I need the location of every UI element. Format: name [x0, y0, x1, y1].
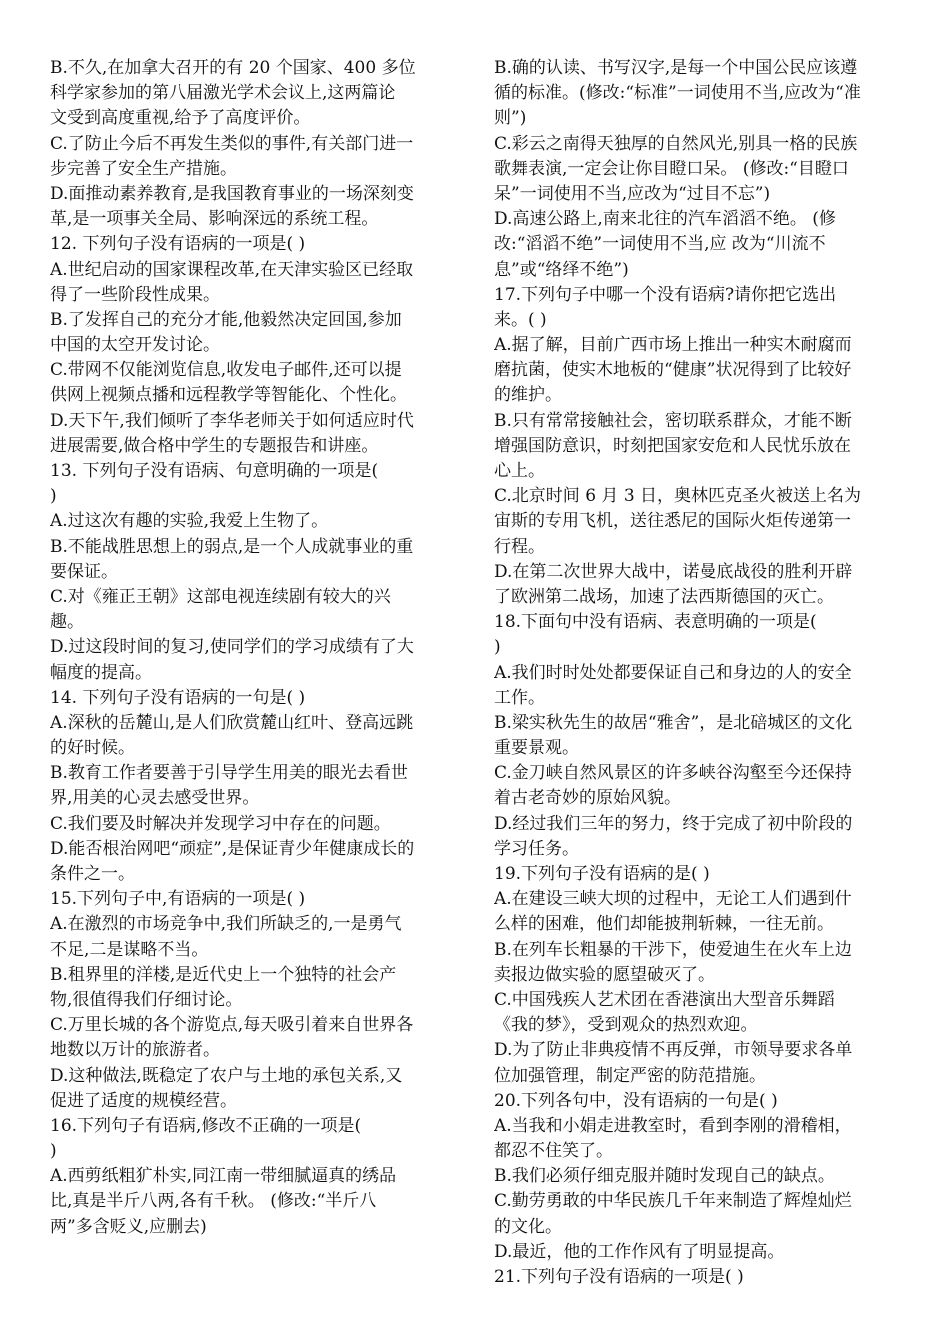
text-line: C.勤劳勇敢的中华民族几千年来制造了辉煌灿烂 [494, 1191, 852, 1212]
text-line: D.能否根治网吧“顽症”,是保证青少年健康成长的 [50, 838, 415, 859]
text-line: 的维护。 [494, 385, 562, 406]
text-line: ) [50, 1141, 57, 1162]
text-line: A.据了解，目前广西市场上推出一种实木耐腐而 [494, 335, 852, 356]
text-line: 物,很值得我们仔细讨论。 [50, 989, 243, 1010]
text-line: 心上。 [494, 461, 545, 481]
text-line: 么样的困难，他们却能披荆斩棘，一往无前。 [494, 914, 834, 935]
text-line: 供网上视频点播和远程教学等智能化、个性化。 [50, 385, 407, 406]
text-line: 增强国防意识，时刻把国家安危和人民忧乐放在 [494, 435, 851, 456]
text-line: 趣。 [50, 612, 84, 633]
text-line: C.我们要及时解决并发现学习中存在的问题。 [50, 813, 391, 834]
text-line: 进展需要,做合格中学生的专题报告和讲座。 [50, 435, 379, 456]
text-line: 歌舞表演,一定会让你目瞪口呆。 (修改:“目瞪口 [494, 158, 849, 179]
text-line: ) [50, 486, 57, 507]
text-line: C.金刀峡自然风景区的许多峡谷沟壑至今还保持 [494, 763, 852, 784]
text-line: 条件之一。 [50, 864, 135, 884]
text-line: B.租界里的洋楼,是近代史上一个独特的社会产 [50, 964, 397, 985]
text-line: 促进了适度的规模经营。 [50, 1090, 237, 1111]
text-line: 改:“滔滔不绝”一词使用不当,应 改为“川流不 [494, 234, 826, 255]
text-line: C.对《雍正王朝》这部电视连续剧有较大的兴 [50, 586, 391, 607]
text-line: C.了防止今后不再发生类似的事件,有关部门进一 [50, 133, 414, 154]
text-line: D.高速公路上,南来北往的汽车滔滔不绝。 (修 [494, 209, 836, 230]
text-line: C.中国残疾人艺术团在香港演出大型音乐舞蹈 [494, 989, 835, 1010]
text-line: D.为了防止非典疫情不再反弹，市领导要求各单 [494, 1040, 853, 1061]
text-line: 15.下列句子中,有语病的一项是( ) [50, 889, 306, 910]
text-line: 13. 下列句子没有语病、句意明确的一项是( [50, 461, 379, 481]
text-line: D.面推动素养教育,是我国教育事业的一场深刻变 [50, 183, 414, 204]
text-line: 14. 下列句子没有语病的一句是( ) [50, 687, 306, 708]
text-line: C.带网不仅能浏览信息,收发电子邮件,还可以提 [50, 360, 402, 381]
text-line: B.教育工作者要善于引导学生用美的眼光去看世 [50, 763, 408, 784]
text-line: 步完善了安全生产措施。 [50, 158, 237, 179]
text-line: A.世纪启动的国家课程改革,在天津实验区已经取 [50, 259, 414, 280]
text-line: B.只有常常接触社会，密切联系群众，才能不断 [494, 410, 852, 431]
text-line: 呆”一词使用不当,应改为“过目不忘”) [494, 183, 771, 204]
text-line: A.西剪纸粗犷朴实,同江南一带细腻逼真的绣品 [50, 1166, 397, 1187]
text-line: 息”或“络绎不绝”) [494, 259, 629, 280]
text-line: B.了发挥自己的充分才能,他毅然决定回国,参加 [50, 309, 402, 330]
text-line: 磨抗菌，使实木地板的“健康”状况得到了比较好 [494, 360, 852, 381]
text-line: 20.下列各句中，没有语病的一句是( ) [494, 1090, 778, 1111]
text-line: D.经过我们三年的努力，终于完成了初中阶段的 [494, 813, 853, 834]
text-line: B.在列车长粗暴的干涉下，使爱迪生在火车上边 [494, 939, 852, 960]
text-line: 的文化。 [494, 1216, 562, 1237]
text-line: 了欧洲第二战场，加速了法西斯德国的灭亡。 [494, 586, 834, 607]
text-line: 学习任务。 [494, 838, 579, 859]
text-line: 界,用美的心灵去感受世界。 [50, 788, 260, 809]
text-line: 循的标准。(修改:“标准”一词使用不当,应改为“准 [494, 83, 861, 104]
left-column [50, 56, 468, 1240]
text-line: A.在建设三峡大坝的过程中，无论工人们遇到什 [494, 889, 852, 910]
text-line: C.彩云之南得天独厚的自然风光,别具一格的民族 [494, 133, 858, 154]
text-line: 《我的梦》，受到观众的热烈欢迎。 [494, 1015, 758, 1036]
text-line: 19.下列句子没有语病的是( ) [494, 864, 710, 884]
text-line: 工作。 [494, 687, 545, 708]
text-line: 宙斯的专用飞机，送往悉尼的国际火炬传递第一 [494, 511, 851, 532]
text-line: 则”) [494, 108, 527, 129]
text-line: A.过这次有趣的实验,我爱上生物了。 [50, 511, 329, 532]
text-line: A.我们时时处处都要保证自己和身边的人的安全 [494, 662, 852, 683]
text-line: 不足,二是谋略不当。 [50, 939, 209, 960]
text-line: C.北京时间 6 月 3 日，奥林匹克圣火被送上名为 [494, 486, 862, 507]
text-line: 科学家参加的第八届激光学术会议上,这两篇论 [50, 83, 396, 104]
text-line: 位加强管理，制定严密的防范措施。 [494, 1065, 766, 1086]
text-line: 16.下列句子有语病,修改不正确的一项是( [50, 1115, 362, 1136]
text-line: ) [494, 637, 501, 658]
text-line: D.在第二次世界大战中，诺曼底战役的胜利开辟 [494, 561, 853, 582]
text-line: D.最近，他的工作作风有了明显提高。 [494, 1241, 785, 1262]
text-line: B.确的认读、书写汉字,是每一个中国公民应该遵 [494, 58, 858, 78]
text-line: 12. 下列句子没有语病的一项是( ) [50, 234, 306, 255]
text-line: 要保证。 [50, 561, 118, 582]
text-line: D.天下午,我们倾听了李华老师关于如何适应时代 [50, 410, 414, 431]
text-line: 革,是一项事关全局、影响深远的系统工程。 [50, 209, 379, 230]
text-line: 地数以万计的旅游者。 [50, 1040, 220, 1061]
right-column [494, 56, 908, 1290]
text-line: 来。( ) [494, 309, 547, 330]
text-line: 都忍不住笑了。 [494, 1141, 613, 1162]
text-line: 两”多含贬义,应删去) [50, 1216, 207, 1237]
text-line: B.梁实秋先生的故居“雅舍”，是北碚城区的文化 [494, 712, 853, 733]
text-line: 着古老奇妙的原始风貌。 [494, 788, 681, 809]
text-line: D.过这段时间的复习,使同学们的学习成绩有了大 [50, 637, 414, 658]
text-line: 得了一些阶段性成果。 [50, 284, 220, 305]
text-line: D.这种做法,既稳定了农户与土地的承包关系,又 [50, 1065, 403, 1086]
text-line: 18.下面句中没有语病、表意明确的一项是( [494, 612, 817, 633]
text-line: 21.下列句子没有语病的一项是( ) [494, 1267, 744, 1287]
text-line: A.在激烈的市场竞争中,我们所缺乏的,一是勇气 [50, 914, 402, 935]
text-line: B.不久,在加拿大召开的有 20 个国家、400 多位 [50, 58, 416, 78]
text-line: 比,真是半斤八两,各有千秋。 (修改:“半斤八 [50, 1191, 377, 1212]
text-line: A.当我和小娟走进教室时，看到李刚的滑稽相， [494, 1115, 852, 1136]
text-line: 重要景观。 [494, 738, 579, 759]
text-line: C.万里长城的各个游览点,每天吸引着来自世界各 [50, 1015, 414, 1036]
text-line: B.不能战胜思想上的弱点,是一个人成就事业的重 [50, 536, 414, 557]
text-line: 文受到高度重视,给予了高度评价。 [50, 108, 311, 129]
text-line: A.深秋的岳麓山,是人们欣赏麓山红叶、登高远跳 [50, 712, 414, 733]
text-line: 17.下列句子中哪一个没有语病?请你把它选出 [494, 284, 837, 305]
text-line: 中国的太空开发讨论。 [50, 335, 220, 356]
text-line: 行程。 [494, 536, 545, 557]
text-line: 幅度的提高。 [50, 662, 152, 683]
text-line: 卖报边做实验的愿望破灭了。 [494, 964, 715, 985]
text-line: B.我们必须仔细克服并随时发现自己的缺点。 [494, 1166, 835, 1187]
text-line: 的好时候。 [50, 738, 135, 759]
